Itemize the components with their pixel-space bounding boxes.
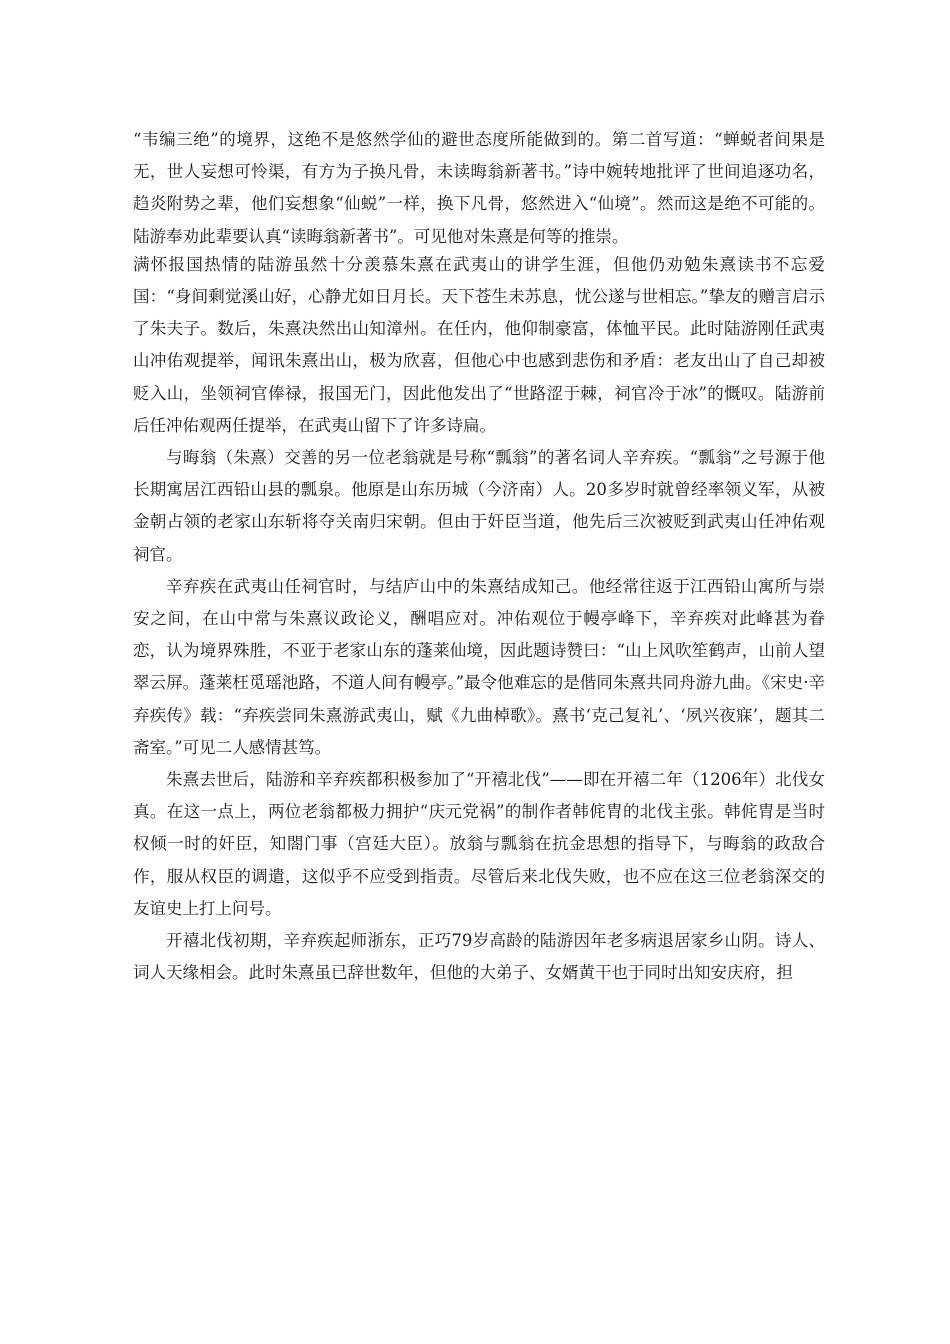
paragraph-lu-you-patriotism: 满怀报国热情的陆游虽然十分羡慕朱熹在武夷山的讲学生涯，但他仍劝勉朱熹读书不忘爱国：“身间剩觉溪山好，心静尤如日月长。天下苍生未苏息，忧公遂与世相忘。”挚友的赠言启示了朱夫子。数后，朱熹决然出山知漳州。在任内，他仰制豪富，体恤平民。此时陆游刚任武夷山冲佑观提举，闻讯朱熹出山，极为欣喜，但他心中也感到悲伤和矛盾：老友出山了自己却被贬入山，坐领祠官俸禄，报国无门，因此他发出了“世路涩于棘，祠官冷于冰”的慨叹。陆游前后任冲佑观两任提举，在武夷山留下了许多诗扁。 — [133, 254, 825, 435]
paragraph-kaixi-expedition: 朱熹去世后，陆游和辛弃疾都积极参加了“开禧北伐”——即在开禧二年（1206年）北伐女真。在这一点上，两位老翁都极力拥护“庆元党祸”的制作者韩侂胄的北伐主张。韩侂胄是当时权倾一时的奸臣，知閤门事（宫廷大臣）。放翁与瓢翁在抗金思想的指导下，与晦翁的政敌合作，服从权臣的调遣，这似乎不应受到指责。尽管后来北伐失败，也不应在这三位老翁深交的友谊史上打上问号。 — [133, 770, 825, 918]
article-body — [133, 124, 825, 989]
paragraph-xin-qiji-wuyi: 辛弃疾在武夷山任祠官时，与结庐山中的朱熹结成知己。他经常往返于江西铅山寓所与崇安之间，在山中常与朱熹议政论义，酬唱应对。冲佑观位于幔亭峰下，辛弃疾对此峰甚为眷恋，认为境界殊胜，不亚于老家山东的蓬莱仙境，因此题诗赞曰：“山上风吹笙鹤声，山前人望翠云屏。蓬莱枉觅瑶池路，不道人间有幔亭。”最令他难忘的是偕同朱熹共同舟游九曲。《宋史·辛弃疾传》载：“弃疾尝同朱熹游武夷山，赋《九曲棹歌》。熹书‘克己复礼’、‘夙兴夜寐’，题其二斋室。”可见二人感情甚笃。 — [133, 576, 825, 757]
paragraph-kaixi-early: 开禧北伐初期，辛弃疾起师浙东，正巧79岁高龄的陆游因年老多病退居家乡山阴。诗人、词人天缘相会。此时朱熹虽已辞世数年，但他的大弟子、女婿黄干也于同时出知安庆府，担 — [133, 931, 825, 983]
paragraph-xin-qiji-intro: 与晦翁（朱熹）交善的另一位老翁就是号称“瓢翁”的著名词人辛弃疾。“瓢翁”之号源于他长期寓居江西铅山县的瓢泉。他原是山东历城（今济南）人。20多岁时就曾经率领义军，从被金朝占领的老家山东斩将夺关南归宋朝。但由于奸臣当道，他先后三次被贬到武夷山任冲佑观祠官。 — [133, 448, 825, 564]
paragraph-continuation: “韦编三绝”的境界，这绝不是悠然学仙的避世态度所能做到的。第二首写道：“蝉蜕者间果是无，世人妄想可怜渠，有方为子换凡骨，未读晦翁新著书。”诗中婉转地批评了世间追逐功名，趋炎附势之辈，他们妄想象“仙蜕”一样，换下凡骨，悠然进入“仙境”。然而这是绝不可能的。陆游奉劝此辈要认真“读晦翁新著书”。可见他对朱熹是何等的推崇。 — [133, 130, 825, 246]
